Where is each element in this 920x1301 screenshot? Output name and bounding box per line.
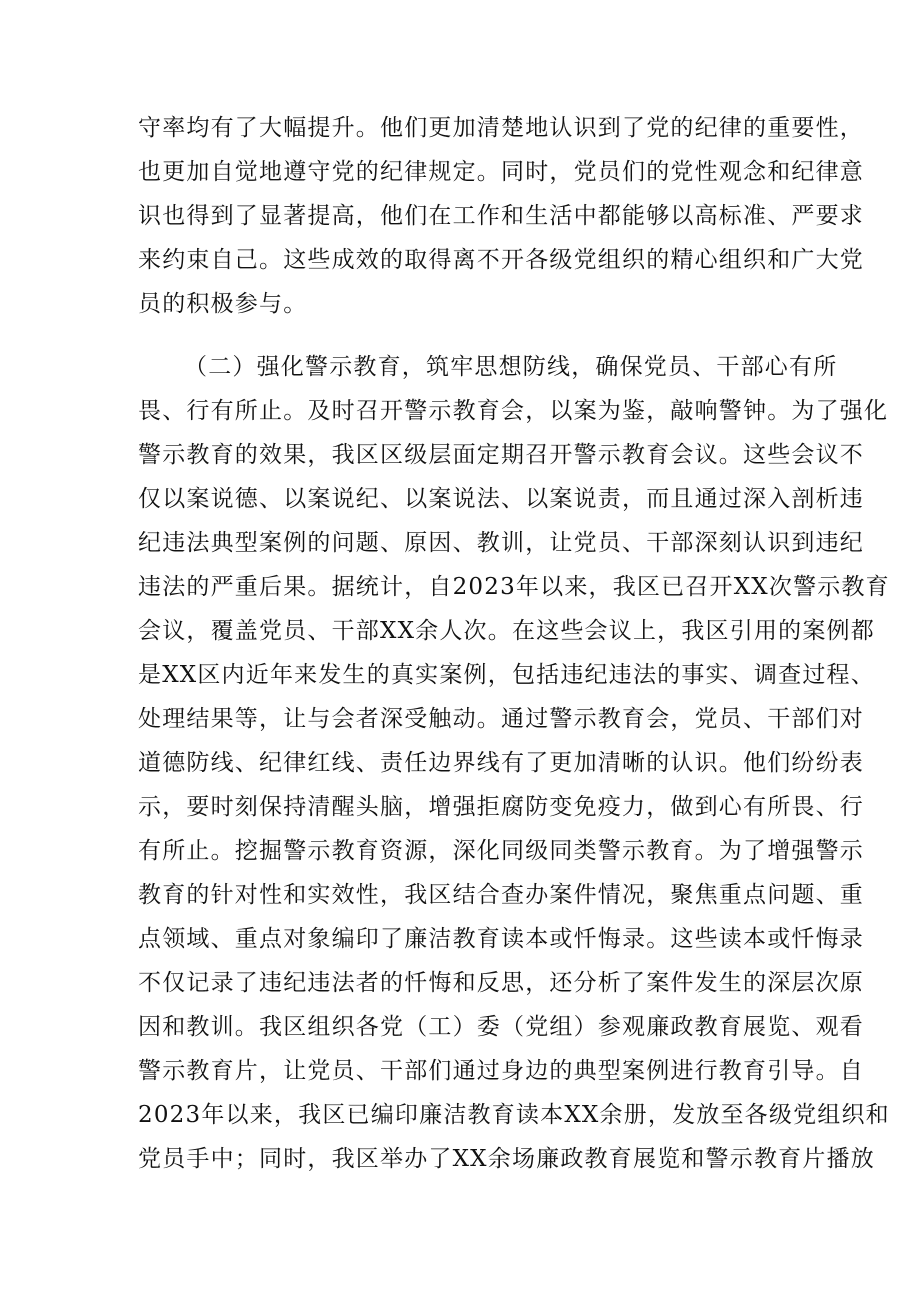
- text-line: 守率均有了大幅提升。他们更加清楚地认识到了党的纪律的重要性，: [138, 115, 864, 141]
- text-line: 示，要时刻保持清醒头脑，增强拒腐防变免疫力，做到心有所畏、行: [138, 794, 864, 820]
- text-line: 识也得到了显著提高，他们在工作和生活中都能够以高标准、严要求: [138, 203, 864, 229]
- text-line: 也更加自觉地遵守党的纪律规定。同时，党员们的党性观念和纪律意: [138, 159, 864, 185]
- text-line: 有所止。挖掘警示教育资源，深化同级同类警示教育。为了增强警示: [138, 838, 864, 864]
- text-line: 警示教育的效果，我区区级层面定期召开警示教育会议。这些会议不: [138, 442, 864, 468]
- text-line: 员的积极参与。: [138, 291, 308, 317]
- text-line: 来约束自己。这些成效的取得离不开各级党组织的精心组织和广大党: [138, 247, 864, 273]
- text-line: 不仅记录了违纪违法者的忏悔和反思，还分析了案件发生的深层次原: [138, 970, 864, 996]
- text-line: 违法的严重后果。据统计，自2023年以来，我区已召开XX次警示教育: [138, 574, 890, 600]
- text-line: 因和教训。我区组织各党（工）委（党组）参观廉政教育展览、观看: [138, 1014, 864, 1040]
- text-line: 畏、行有所止。及时召开警示教育会，以案为鉴，敲响警钟。为了强化: [138, 398, 889, 424]
- section-heading-line: （二）强化警示教育，筑牢思想防线，确保党员、干部心有所: [184, 354, 838, 380]
- text-line: 是XX区内近年来发生的真实案例，包括违纪违法的事实、调查过程、: [138, 662, 875, 688]
- text-line: 2023年以来，我区已编印廉洁教育读本XX余册，发放至各级党组织和: [138, 1102, 890, 1128]
- text-line: 点领域、重点对象编印了廉洁教育读本或忏悔录。这些读本或忏悔录: [138, 926, 864, 952]
- text-line: 会议，覆盖党员、干部XX余人次。在这些会议上，我区引用的案例都: [138, 618, 875, 644]
- text-line: 警示教育片，让党员、干部们通过身边的典型案例进行教育引导。自: [138, 1058, 864, 1084]
- text-line: 仅以案说德、以案说纪、以案说法、以案说责，而且通过深入剖析违: [138, 486, 864, 512]
- text-line: 道德防线、纪律红线、责任边界线有了更加清晰的认识。他们纷纷表: [138, 750, 864, 776]
- text-line: 教育的针对性和实效性，我区结合查办案件情况，聚焦重点问题、重: [138, 882, 864, 908]
- text-line: 纪违法典型案例的问题、原因、教训，让党员、干部深刻认识到违纪: [138, 530, 864, 556]
- text-line: 处理结果等，让与会者深受触动。通过警示教育会，党员、干部们对: [138, 706, 864, 732]
- text-line: 党员手中；同时，我区举办了XX余场廉政教育展览和警示教育片播放: [138, 1146, 875, 1172]
